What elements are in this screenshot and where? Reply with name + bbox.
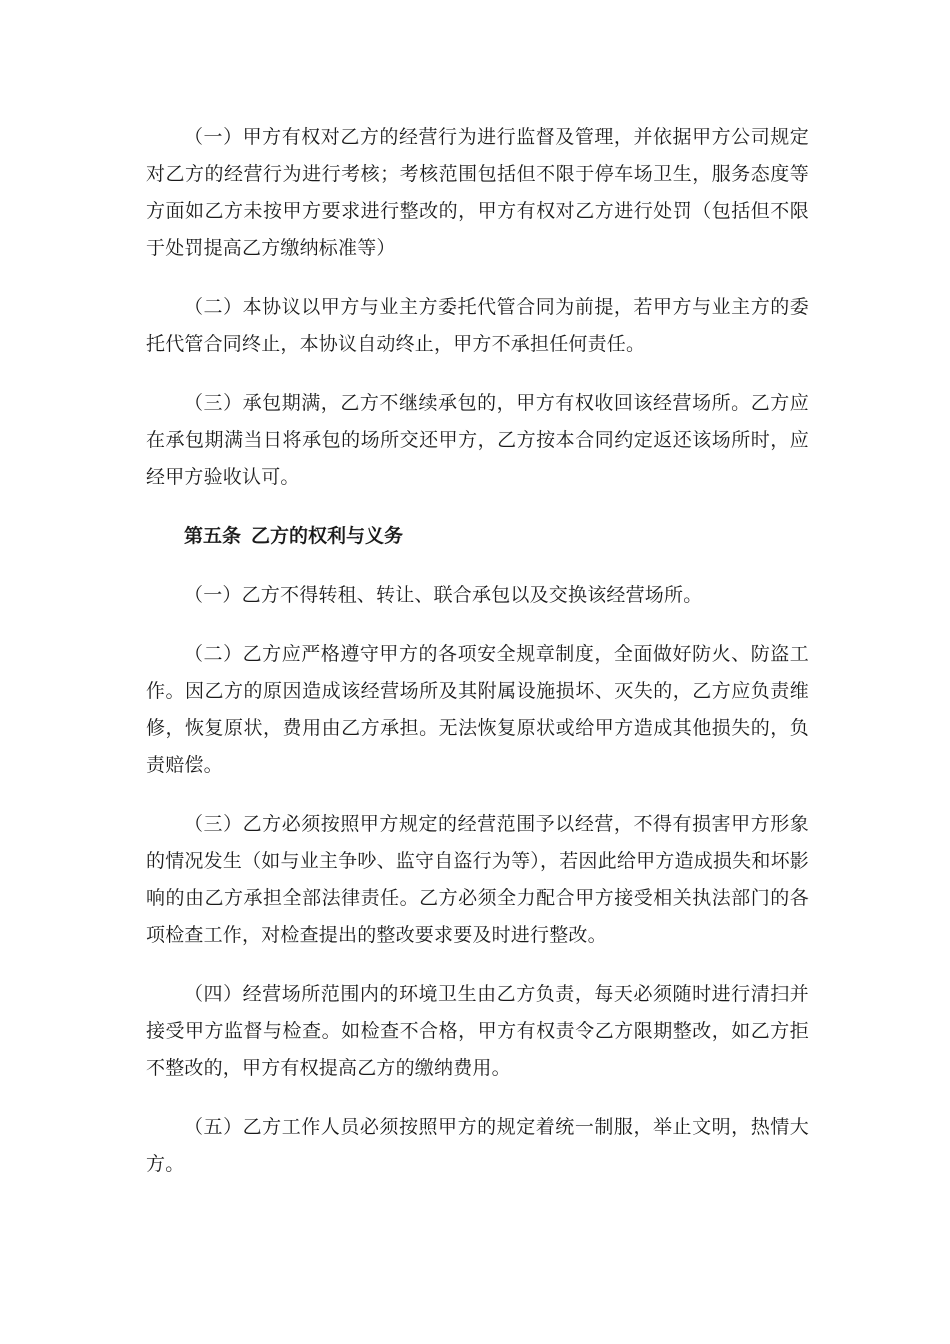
section-5-heading (146, 518, 809, 555)
clause-5-3: （三）乙方必须按照甲方规定的经营范围予以经营，不得有损害甲方形象的情况发生（如与业主争吵、监守自盗行为等），若因此给甲方造成损失和坏影响的由乙方承担全部法律责任。乙方必须全力配合甲方接受相关执法部门的各项检查工作，对检查提出的整改要求要及时进行整改。 (146, 813, 809, 946)
section-5-number: 第五条 (184, 525, 242, 547)
clause-4-2: （二）本协议以甲方与业主方委托代管合同为前提，若甲方与业主方的委托代管合同终止，本协议自动终止，甲方不承担任何责任。 (146, 296, 809, 355)
document-body (146, 119, 809, 1183)
clause-5-4: （四）经营场所范围内的环境卫生由乙方负责，每天必须随时进行清扫并接受甲方监督与检查。如检查不合格，甲方有权责令乙方限期整改，如乙方拒不整改的，甲方有权提高乙方的缴纳费用。 (146, 983, 809, 1079)
clause-5-1: （一）乙方不得转租、转让、联合承包以及交换该经营场所。 (184, 584, 703, 606)
clause-5-5: （五）乙方工作人员必须按照甲方的规定着统一制服，举止文明，热情大方。 (146, 1116, 809, 1175)
clause-5-2: （二）乙方应严格遵守甲方的各项安全规章制度，全面做好防火、防盗工作。因乙方的原因造成该经营场所及其附属设施损坏、灭失的，乙方应负责维修，恢复原状，费用由乙方承担。无法恢复原状或给甲方造成其他损失的，负责赔偿。 (146, 643, 809, 776)
clause-4-3: （三）承包期满，乙方不继续承包的，甲方有权收回该经营场所。乙方应在承包期满当日将承包的场所交还甲方，乙方按本合同约定返还该场所时，应经甲方验收认可。 (146, 392, 809, 488)
section-5-title: 乙方的权利与义务 (251, 525, 404, 547)
clause-4-1: （一）甲方有权对乙方的经营行为进行监督及管理，并依据甲方公司规定对乙方的经营行为进行考核；考核范围包括但不限于停车场卫生，服务态度等方面如乙方未按甲方要求进行整改的，甲方有权对乙方进行处罚（包括但不限于处罚提高乙方缴纳标准等） (146, 126, 809, 259)
